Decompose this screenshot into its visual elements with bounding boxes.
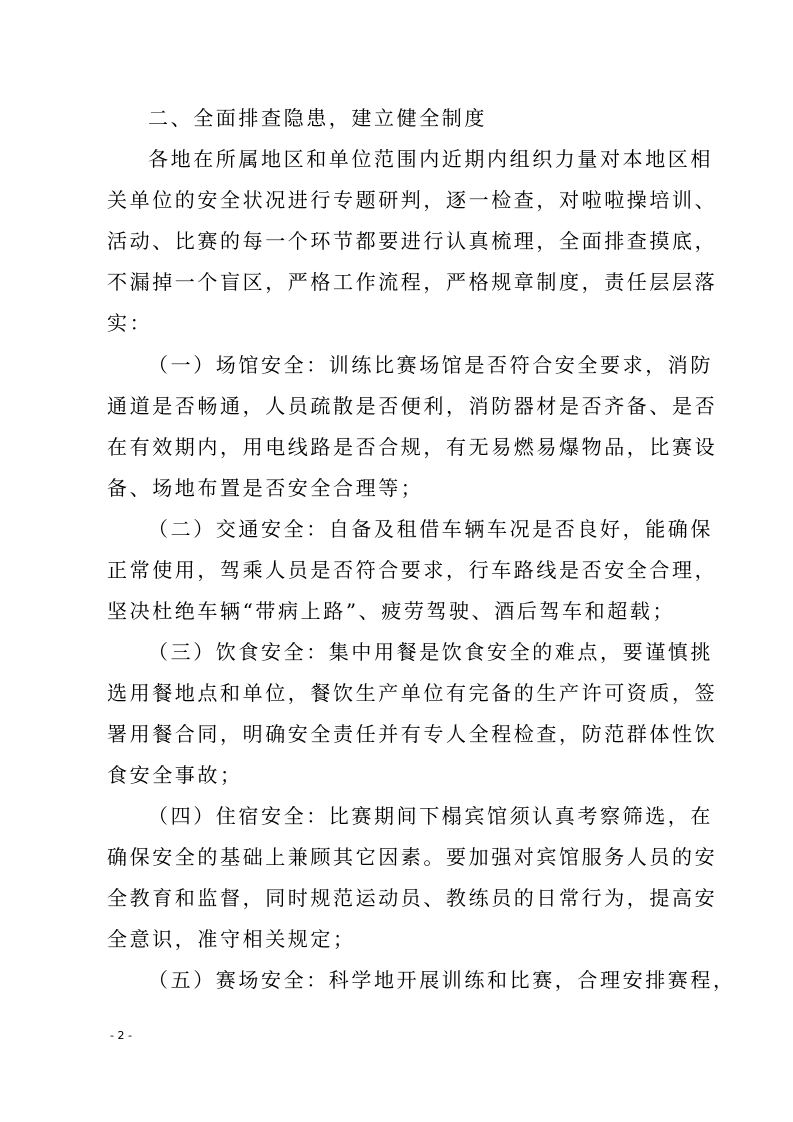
intro-line-5: 实：: [107, 311, 153, 335]
section-heading: 二、全面排查隐患，建立健全制度: [148, 106, 487, 130]
traffic-safety-line-2: 正常使用，驾乘人员是否符合要求，行车路线是否安全合理，: [107, 558, 718, 582]
page-number: - 2 -: [110, 1029, 132, 1042]
venue-safety-line-2: 通道是否畅通，人员疏散是否便利，消防器材是否齐备、是否: [107, 394, 718, 418]
venue-safety-line-1: （一）场馆安全：训练比赛场馆是否符合安全要求，消防: [148, 353, 713, 377]
competition-safety-line-1: （五）赛场安全：科学地开展训练和比赛，合理安排赛程，: [148, 968, 736, 992]
lodging-safety-line-2: 确保安全的基础上兼顾其它因素。要加强对宾馆服务人员的安: [107, 845, 718, 869]
intro-line-4: 不漏掉一个盲区，严格工作流程，严格规章制度，责任层层落: [107, 270, 718, 294]
intro-line-1: 各地在所属地区和单位范围内近期内组织力量对本地区相: [148, 147, 713, 171]
traffic-safety-line-1: （二）交通安全：自备及租借车辆车况是否良好，能确保: [148, 517, 713, 541]
food-safety-line-3: 署用餐合同，明确安全责任并有专人全程检查，防范群体性饮: [107, 722, 718, 746]
lodging-safety-line-3: 全教育和监督，同时规范运动员、教练员的日常行为，提高安: [107, 886, 718, 910]
venue-safety-line-3: 在有效期内，用电线路是否合规，有无易燃易爆物品，比赛设: [107, 435, 718, 459]
intro-line-3: 活动、比赛的每一个环节都要进行认真梳理，全面排查摸底，: [107, 229, 718, 253]
intro-line-2: 关单位的安全状况进行专题研判，逐一检查，对啦啦操培训、: [107, 188, 718, 212]
venue-safety-line-4: 备、场地布置是否安全合理等；: [107, 476, 424, 500]
food-safety-line-1: （三）饮食安全：集中用餐是饮食安全的难点，要谨慎挑: [148, 640, 713, 664]
food-safety-line-4: 食安全事故；: [107, 763, 243, 787]
lodging-safety-line-4: 全意识，准守相关规定；: [107, 927, 356, 951]
food-safety-line-2: 选用餐地点和单位，餐饮生产单位有完备的生产许可资质，签: [107, 681, 718, 705]
traffic-safety-line-3: 坚决杜绝车辆“带病上路”、疲劳驾驶、酒后驾车和超载；: [107, 599, 676, 623]
lodging-safety-line-1: （四）住宿安全：比赛期间下榻宾馆须认真考察筛选，在: [148, 804, 713, 828]
